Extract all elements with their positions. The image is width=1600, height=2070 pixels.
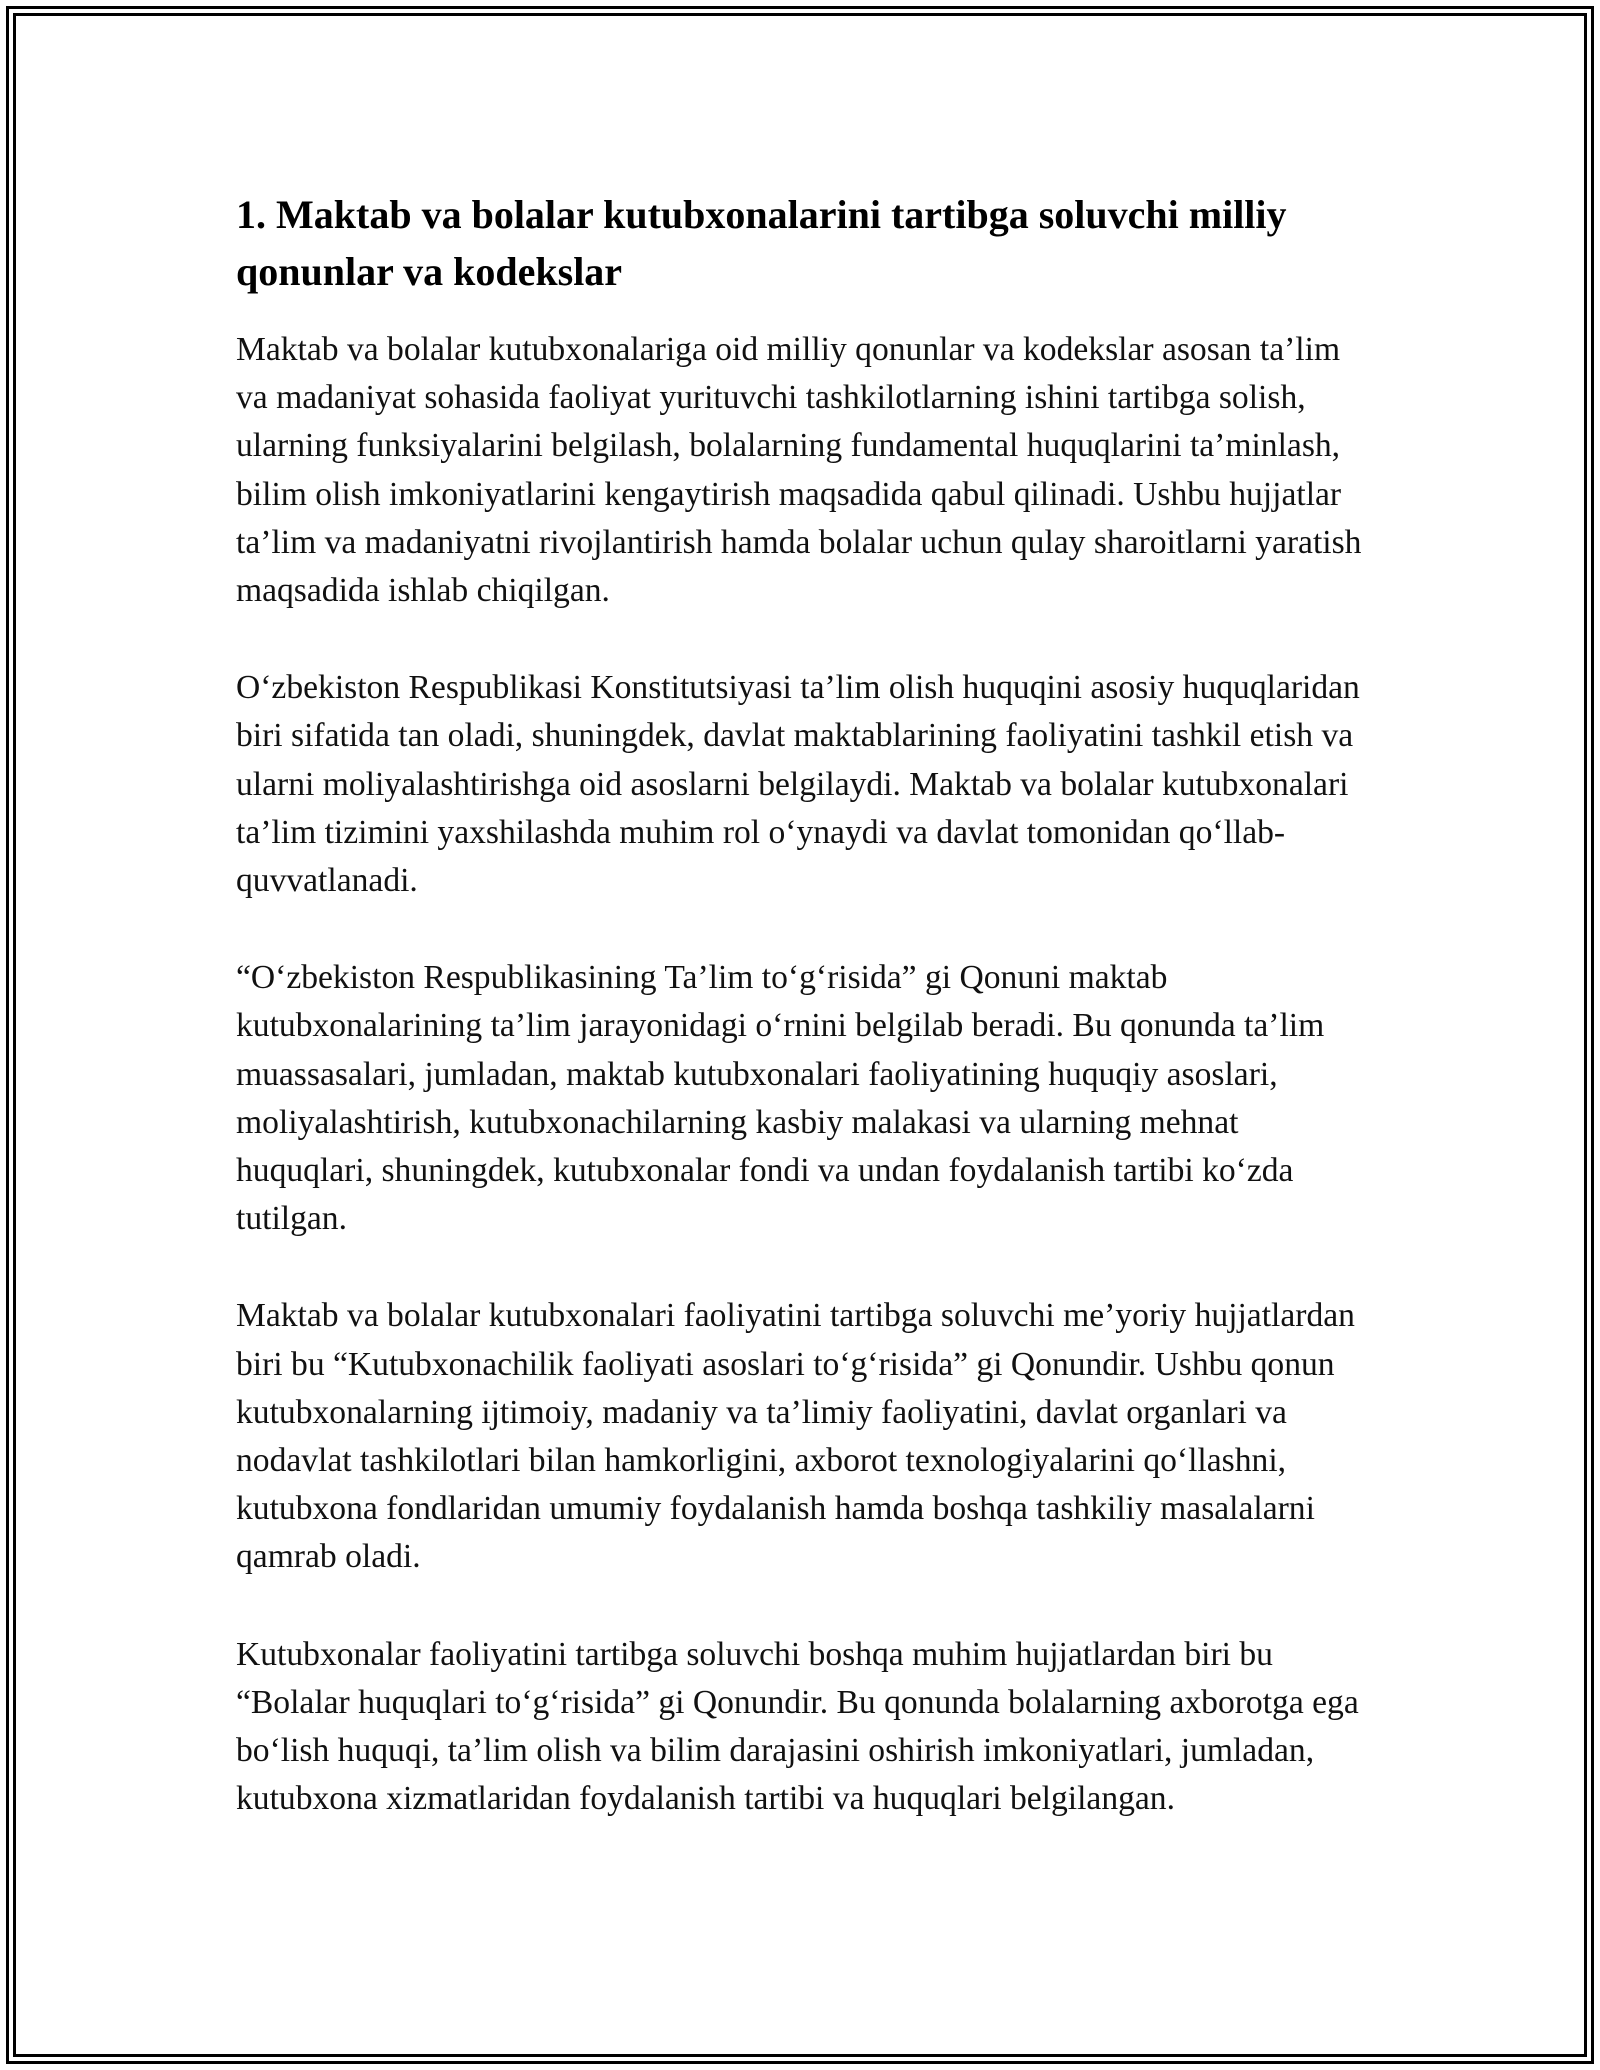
paragraph-4: Maktab va bolalar kutubxonalari faoliyatini tartibga soluvchi me’yoriy hujjatlardan biri bu “Kutubxonachilik faoliyati asoslari to‘g‘risida” gi Qonundir. Ushbu qonun kutubxonalarning ijtimoiy, madaniy va ta’limiy faoliyatini, davlat organlari va nodavlat tashkilotlari bilan hamkorligini, axborot texnologiyalarini qo‘llashni, kutubxona fondlaridan umumiy foydalanish hamda boshqa tashkiliy masalalarni qamrab oladi. <box>236 1297 1355 1576</box>
paragraph-3: “O‘zbekiston Respublikasining Ta’lim to‘g‘risida” gi Qonuni maktab kutubxonalarining ta’lim jarayonidagi o‘rnini belgilab beradi. Bu qonunda ta’lim muassasalari, jumladan, maktab kutubxonalari faoliyatining huquqiy asoslari, moliyalashtirish, kutubxonachilarning kasbiy malakasi va ularning mehnat huquqlari, shuningdek, kutubxonalar fondi va undan foydalanish tartibi ko‘zda tutilgan. <box>236 959 1325 1238</box>
section-heading: 1. Maktab va bolalar kutubxonalarini tartibga soluvchi milliy qonunlar va kodekslar <box>236 192 1287 294</box>
paragraph-5: Kutubxonalar faoliyatini tartibga soluvchi boshqa muhim hujjatlardan biri bu “Bolalar huquqlari to‘g‘risida” gi Qonundir. Bu qonunda bolalarning axborotga ega bo‘lish huquqi, ta’lim olish va bilim darajasini oshirish imkoniyatlari, jumladan, kutubxona xizmatlaridan foydalanish tartibi va huquqlari belgilangan. <box>236 1635 1359 1818</box>
document-body <box>236 186 1366 1872</box>
paragraph-1: Maktab va bolalar kutubxonalariga oid milliy qonunlar va kodekslar asosan ta’lim va madaniyat sohasida faoliyat yurituvchi tashkilotlarning ishini tartibga solish, ularning funksiyalarini belgilash, bolalarning fundamental huquqlarini ta’minlash, bilim olish imkoniyatlarini kengaytirish maqsadida qabul qilinadi. Ushbu hujjatlar ta’lim va madaniyatni rivojlantirish hamda bolalar uchun qulay sharoitlarni yaratish maqsadida ishlab chiqilgan. <box>236 331 1362 610</box>
paragraph-2: O‘zbekiston Respublikasi Konstitutsiyasi ta’lim olish huquqini asosiy huquqlaridan biri sifatida tan oladi, shuningdek, davlat maktablarining faoliyatini tashkil etish va ularni moliyalashtirishga oid asoslarni belgilaydi. Maktab va bolalar kutubxonalari ta’lim tizimini yaxshilashda muhim rol o‘ynaydi va davlat tomonidan qo‘llab-quvvatlanadi. <box>236 669 1360 900</box>
